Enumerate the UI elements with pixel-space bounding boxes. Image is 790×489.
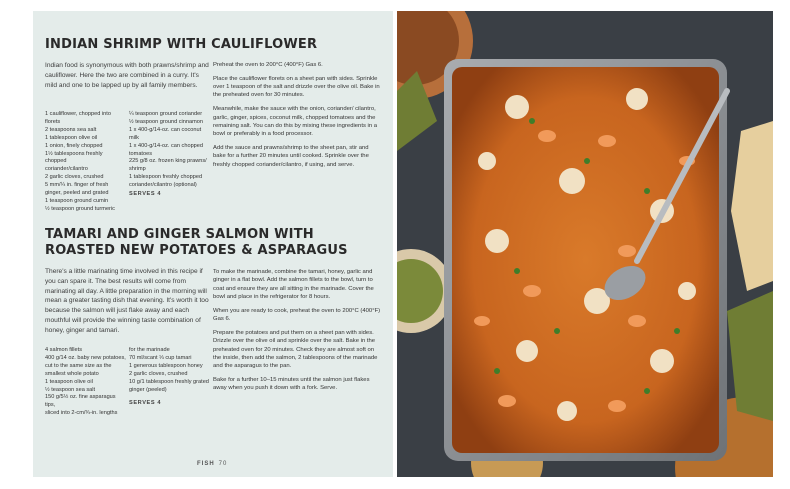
- recipe-2-method: [213, 268, 381, 398]
- page-number: 70: [218, 461, 228, 467]
- recipe-2-serves: SERVES 4: [129, 400, 162, 406]
- recipe-1-title: INDIAN SHRIMP WITH CAULIFLOWER: [45, 37, 318, 52]
- recipe-1-ingredients-col-2: [129, 111, 211, 190]
- ingredient-item: 2 garlic cloves, crushed: [129, 370, 188, 377]
- method-step: When you are ready to cook, preheat the oven to 200°C (400°F) Gas 6.: [213, 307, 381, 323]
- dish-photo: [397, 11, 773, 477]
- ingredient-item: tomatoes: [129, 150, 153, 157]
- section-name: FISH: [197, 461, 215, 467]
- ingredient-item: ginger (peeled): [129, 386, 167, 393]
- curry-sauce: [452, 67, 719, 453]
- recipe-page: [33, 11, 393, 477]
- ingredient-item: coriander/cilantro: [45, 166, 88, 173]
- method-step: Add the sauce and prawns/shrimp to the sheet pan, stir and bake for a further 20 minutes until cooked. Sprinkle over the freshly chopped coriander/cilantro, if using, and serve.: [213, 145, 369, 168]
- ingredient-item: 10 g/1 tablespoon freshly grated: [129, 378, 209, 385]
- ingredient-item: 1 teaspoon ground cumin: [45, 197, 109, 204]
- ingredient-item: 4 salmon fillets: [45, 347, 82, 353]
- ingredient-item: 70 ml/scant ⅓ cup tamari: [129, 354, 192, 361]
- method-step: Bake for a further 10–15 minutes until the salmon just flakes away when you push it down with a fork. Serve.: [213, 377, 370, 392]
- recipe-1-serves: SERVES 4: [129, 191, 162, 197]
- ingredient-item: smallest whole potato: [45, 370, 99, 377]
- ingredient-item: 2 teaspoons sea salt: [45, 126, 97, 133]
- ingredient-item: 1 generous tablespoon honey: [129, 362, 203, 369]
- ingredient-item: shrimp: [129, 166, 146, 173]
- ingredient-item: 2 garlic cloves, crushed: [45, 174, 104, 181]
- ingredient-item: 5 mm/¼ in. finger of fresh: [45, 182, 109, 189]
- ingredient-item: 1 cauliflower, chopped into: [45, 111, 111, 117]
- ingredient-item: milk: [129, 134, 139, 141]
- recipe-1-intro: Indian food is synonymous with both prawns/shrimp and cauliflower. Here the two are combined in a curry. It's mild and one to be lapped up by all family members.: [45, 62, 209, 89]
- method-step: Place the cauliflower florets on a sheet pan with sides. Sprinkle over 1 teaspoon of the salt and drizzle over the olive oil. Bake in the preheated oven for 30 minutes.: [213, 75, 380, 99]
- ingredient-item: ½ teaspoon ground cinnamon: [129, 118, 204, 125]
- ingredient-item: ½ teaspoon ground turmeric: [45, 205, 115, 212]
- ingredient-item: 1½ tablespoons freshly chopped: [45, 150, 103, 165]
- ingredient-item: florets: [45, 118, 61, 125]
- ingredient-item: 1 tablespoon freshly chopped: [129, 174, 203, 181]
- method-step: To make the marinade, combine the tamari, honey, garlic and ginger in a flat bowl. Add the salmon fillets to the bowl, turn to coat and ensure they are all sitting in the marinade. Cover the bowl and place in the refrigerator for 8 hours.: [213, 269, 374, 300]
- recipe-1-ingredients-col-1: [45, 111, 125, 214]
- ingredient-item: coriander/cilantro (optional): [129, 182, 197, 189]
- method-step: Preheat the oven to 200°C (400°F) Gas 6.: [213, 62, 323, 68]
- ingredient-item: ¼ teaspoon ground coriander: [129, 111, 203, 117]
- curry-photo-illustration: [397, 11, 773, 477]
- ingredient-item: 400 g/14 oz. baby new potatoes,: [45, 354, 126, 361]
- ingredient-item: ginger, peeled and grated: [45, 190, 109, 197]
- recipe-2-title: TAMARI AND GINGER SALMON WITH ROASTED NEW POTATOES & ASPARAGUS: [45, 227, 348, 258]
- recipe-1-method: [213, 61, 381, 175]
- ingredient-item: 1 x 400-g/14-oz. can coconut: [129, 126, 202, 133]
- ingredient-item: 225 g/8 oz. frozen king prawns/: [129, 158, 207, 165]
- method-step: Prepare the potatoes and put them on a sheet pan with sides. Drizzle over the olive oil and sprinkle over the salt. Bake in the preheated oven for 20 minutes. Check they are almost soft on the inside, then add the salmon, 2 tablespoons of the marinade and the asparagus to the pan.: [213, 329, 378, 370]
- method-step: Meanwhile, make the sauce with the onion, coriander/ cilantro, garlic, ginger, spices, coconut milk, chopped tomatoes and the remaining salt. You can do this by mixing these ingredients in a bowl or preferably in a food processor.: [213, 106, 378, 138]
- ingredient-item: 1 x 400-g/14-oz. can chopped: [129, 142, 204, 149]
- recipe-2-intro: There's a little marinating time involved in this recipe if you can spare it. The best results will come from marinating all day. A little preparation in the morning will mean a greater tasting dish that evening. It's worth it too because the salmon will just flake away and each mouthful will provide the winning taste combination of honey, ginger and tamari.: [45, 268, 209, 334]
- ingredient-item: for the marinade: [129, 347, 170, 353]
- ingredient-item: 1 onion, finely chopped: [45, 142, 103, 149]
- recipe-2-ingredients-col-1: [45, 347, 127, 418]
- ingredient-item: sliced into 2-cm/¾-in. lengths: [45, 410, 118, 417]
- ingredient-item: 150 g/5½ oz. fine asparagus tips,: [45, 394, 116, 409]
- ingredient-item: cut to the same size as the: [45, 362, 112, 369]
- ingredient-item: 1 tablespoon olive oil: [45, 134, 98, 141]
- page-footer: [197, 461, 227, 467]
- recipe-2-ingredients-col-2: [129, 347, 211, 394]
- ingredient-item: ½ teaspoon sea salt: [45, 386, 96, 393]
- ingredient-item: 1 teaspoon olive oil: [45, 378, 93, 385]
